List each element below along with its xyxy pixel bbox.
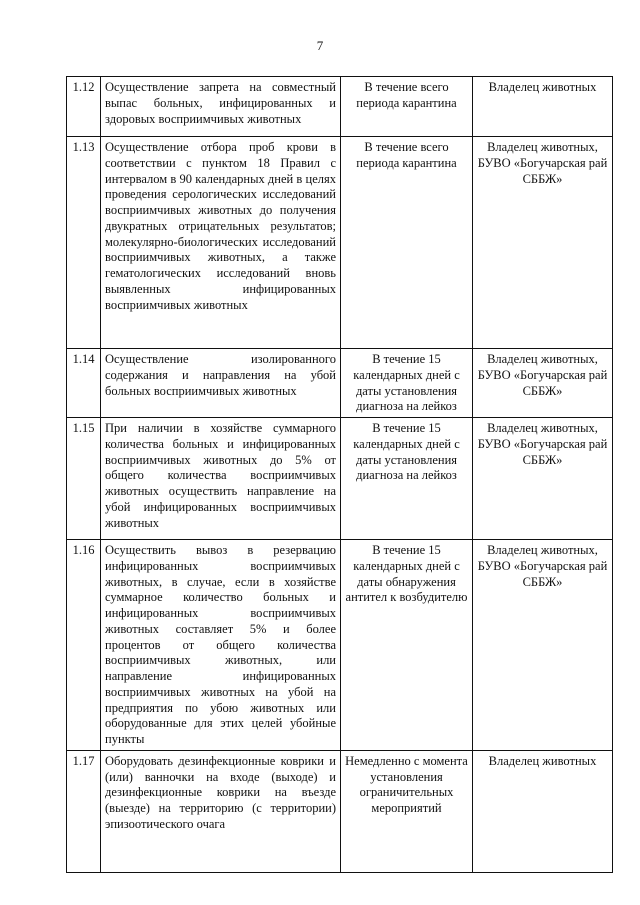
page-number: 7 <box>316 38 324 53</box>
responsible-cell: Владелец животных, БУВО «Богучарская рай СББЖ» <box>473 540 613 751</box>
term-cell: В течение 15 календарных дней с даты установления диагноза на лейкоз <box>341 418 473 540</box>
table-row <box>67 750 613 872</box>
action-cell: При наличии в хозяйстве суммарного количества больных и инфицированных восприимчивых животных до 5% от общего количества восприимчивых животных осуществить направление на убой инфицированных восприимчивых животных <box>101 418 341 540</box>
table-row <box>67 349 613 418</box>
row-number: 1.16 <box>67 540 101 751</box>
table-row <box>67 137 613 349</box>
responsible-cell: Владелец животных <box>473 750 613 872</box>
action-cell: Осуществление отбора проб крови в соответствии с пунктом 18 Правил с интервалом в 90 календарных дней в целях проведения серологических исследований восприимчивых животных до получения двукратных отрицательных результатов; молекулярно-биологических исследований восприимчивых животных, а также гематологических исследований вновь выявленных инфицированных восприимчивых животных <box>101 137 341 349</box>
action-cell: Осуществить вывоз в резервацию инфицированных восприимчивых животных, в случае, если в хозяйстве суммарное количество больных и инфицированных восприимчивых животных составляет 5% и более процентов от общего количества восприимчивых животных, или направление инфицированных восприимчивых животных на убой на предприятия по убою животных или оборудованные для этих целей убойные пункты <box>101 540 341 751</box>
responsible-cell: Владелец животных, БУВО «Богучарская рай СББЖ» <box>473 349 613 418</box>
action-cell: Осуществление запрета на совместный выпас больных, инфицированных и здоровых восприимчивых животных <box>101 77 341 137</box>
row-number: 1.17 <box>67 750 101 872</box>
action-cell: Осуществление изолированного содержания и направления на убой больных восприимчивых животных <box>101 349 341 418</box>
term-cell: В течение всего периода карантина <box>341 77 473 137</box>
term-cell: В течение 15 календарных дней с даты обнаружения антител к возбудителю <box>341 540 473 751</box>
row-number: 1.15 <box>67 418 101 540</box>
term-cell: В течение всего периода карантина <box>341 137 473 349</box>
term-cell: В течение 15 календарных дней с даты установления диагноза на лейкоз <box>341 349 473 418</box>
table-row <box>67 77 613 137</box>
responsible-cell: Владелец животных, БУВО «Богучарская рай СББЖ» <box>473 137 613 349</box>
responsible-cell: Владелец животных, БУВО «Богучарская рай СББЖ» <box>473 418 613 540</box>
row-number: 1.12 <box>67 77 101 137</box>
table-row <box>67 540 613 751</box>
table-row <box>67 418 613 540</box>
term-cell: Немедленно с момента установления ограничительных мероприятий <box>341 750 473 872</box>
action-cell: Оборудовать дезинфекционные коврики и (или) ванночки на входе (выходе) и дезинфекционные коврики на въезде (выезде) на территорию (с территории) эпизоотического очага <box>101 750 341 872</box>
responsible-cell: Владелец животных <box>473 77 613 137</box>
row-number: 1.13 <box>67 137 101 349</box>
row-number: 1.14 <box>67 349 101 418</box>
measures-table <box>66 76 613 873</box>
